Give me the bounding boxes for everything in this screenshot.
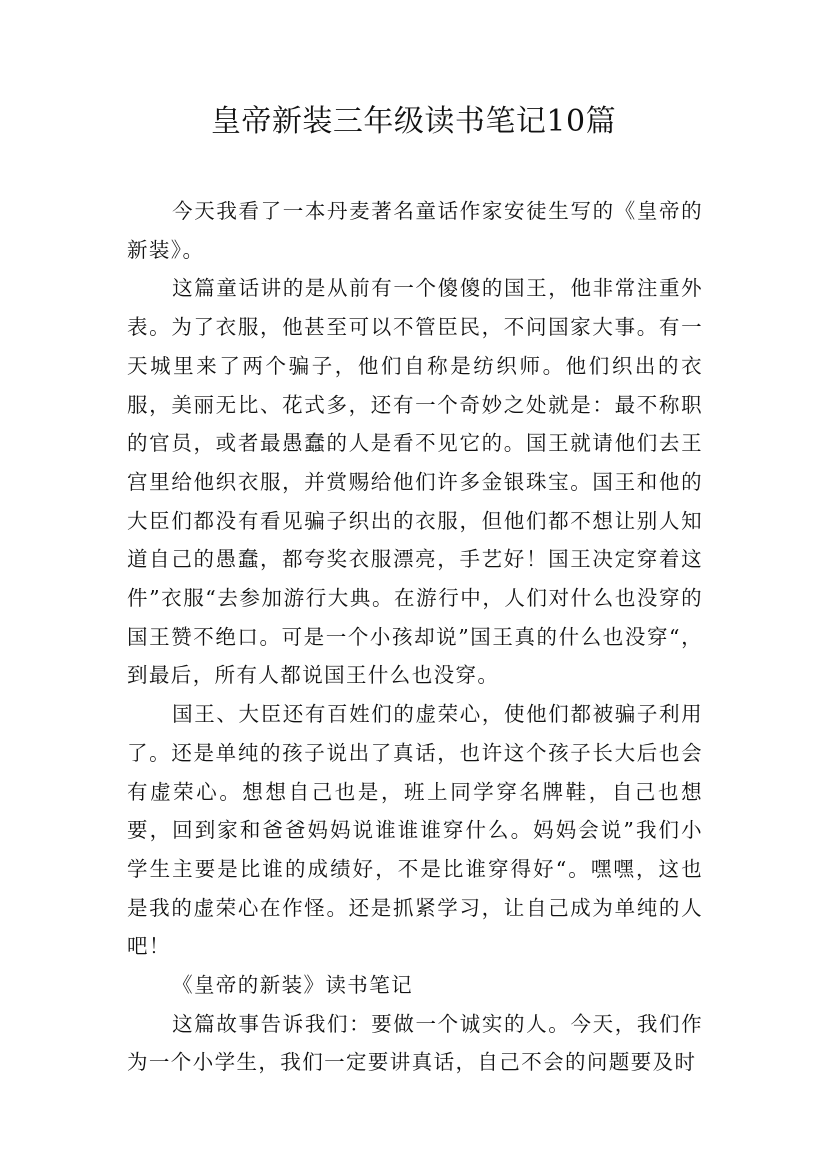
paragraph: 今天我看了一本丹麦著名童话作家安徒生写的《皇帝的新装》。 — [127, 199, 703, 262]
paragraph: 这篇童话讲的是从前有一个傻傻的国王，他非常注重外表。为了衣服，他甚至可以不管臣民，不问国家大事。有一天城里来了两个骗子，他们自称是纺织师。他们织出的衣服，美丽无比、花式多，还有一个奇妙之处就是：最不称职的官员，或者最愚蠢的人是看不见它的。国王就请他们去王宫里给他织衣服，并赏赐给他们许多金银珠宝。国王和他的大臣们都没有看见骗子织出的衣服，但他们都不想让别人知道自己的愚蠢，都夸奖衣服漂亮，手艺好！国王决定穿着这件”衣服“去参加游行大典。在游行中，人们对什么也没穿的国王赞不绝口。可是一个小孩却说”国王真的什么也没穿“，到最后，所有人都说国王什么也没穿。 — [127, 276, 703, 688]
paragraph: 这篇故事告诉我们：要做一个诚实的人。今天，我们作为一个小学生，我们一定要讲真话，自己不会的问题要及时 — [127, 1011, 703, 1075]
document-title: 皇帝新装三年级读书笔记10篇 — [210, 104, 617, 139]
section-heading: 《皇帝的新装》读书笔记 — [172, 973, 413, 998]
document-body — [127, 192, 703, 1082]
paragraph: 国王、大臣还有百姓们的虚荣心，使他们都被骗子利用了。还是单纯的孩子说出了真话，也许这个孩子长大后也会有虚荣心。想想自己也是，班上同学穿名牌鞋，自己也想要，回到家和爸爸妈妈说谁谁谁穿什么。妈妈会说”我们小学生主要是比谁的成绩好，不是比谁穿得好“。嘿嘿，这也是我的虚荣心在作怪。还是抓紧学习，让自己成为单纯的人吧！ — [127, 702, 703, 959]
